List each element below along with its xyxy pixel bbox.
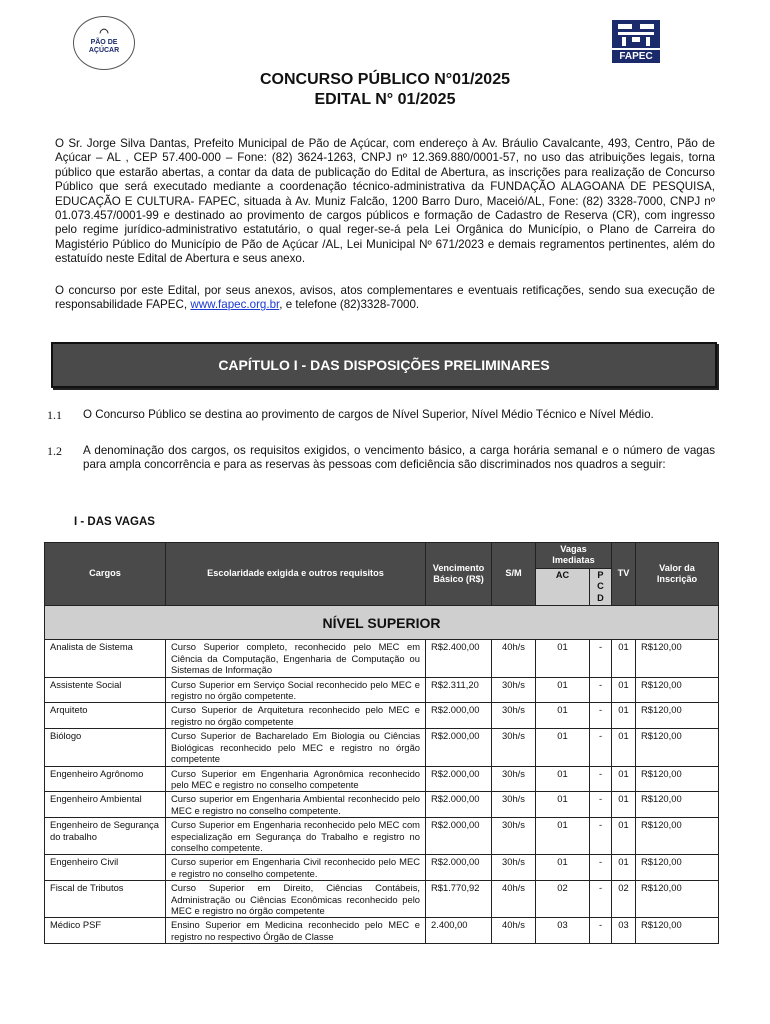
- salary-cell: R$2.000,00: [426, 855, 492, 881]
- requirements-cell: Curso Superior de Bacharelado Em Biologia ou Ciências Biológicas reconhecido pelo MEC e registro no órgão competente: [166, 729, 426, 766]
- pcd-cell: -: [590, 640, 612, 677]
- header-sm: S/M: [492, 543, 536, 606]
- requirements-cell: Ensino Superior em Medicina reconhecido pelo MEC e registro no respectivo Órgão de Classe: [166, 918, 426, 944]
- header-vencimento: Vencimento Básico (R$): [426, 543, 492, 606]
- chapter-heading: CAPÍTULO I - DAS DISPOSIÇÕES PRELIMINARES: [51, 342, 717, 388]
- intro-paragraph: O Sr. Jorge Silva Dantas, Prefeito Municipal de Pão de Açúcar, com endereço à Av. Bráulio Cavalcante, 493, Centro, Pão de Açúcar – AL , CEP 57.400-000 – Fone: (82) 3624-1263, CNPJ nº 12.369.880/0001-57, no uso das atribuições legais, torna público que estarão abertas, a contar da data de publicação do Edital de Abertura, as inscrições para realização de Concurso Público que será executado mediante a coordenação técnico-administrativa da FUNDAÇÃO ALAGOANA DE PESQUISA, EDUCAÇÃO E CULTURA- FAPEC, situada à Av. Muniz Falcão, 1200 Barro Duro, Maceió/AL, Fone: (82) 3328-7000, CNPJ nº 01.073.457/0001-99 e destinado ao provimento de cargos públicos e formação de Cadastro de Reserva (CR), com ingresso pelo regime jurídico-administrativo estatutário, o qual reger-se-á pela Lei Orgânica do Município, o Plano de Carreira do Magistério Público do Município de Pão de Açúcar /AL, Lei Municipal Nº 671/2023 e demais regramentos pertinentes, além do estatuído neste Edital de Abertura e seus anexo.: [55, 137, 715, 266]
- header-valor: Valor da Inscrição: [636, 543, 719, 606]
- salary-cell: R$2.000,00: [426, 818, 492, 855]
- clause-item: [47, 444, 715, 472]
- table-row: [45, 918, 719, 944]
- tv-cell: 01: [612, 640, 636, 677]
- hours-cell: 30h/s: [492, 855, 536, 881]
- header-vagas: Vagas Imediatas: [536, 543, 612, 569]
- salary-cell: 2.400,00: [426, 918, 492, 944]
- cargo-cell: Engenheiro de Segurança do trabalho: [45, 818, 166, 855]
- salary-cell: R$2.311,20: [426, 677, 492, 703]
- fapec-logo: [612, 20, 660, 64]
- hours-cell: 30h/s: [492, 729, 536, 766]
- cargo-cell: Fiscal de Tributos: [45, 881, 166, 918]
- clause-number: 1.1: [47, 408, 62, 422]
- ac-cell: 01: [536, 792, 590, 818]
- requirements-cell: Curso Superior em Engenharia Agronômica reconhecido pelo MEC e registro no conselho competente: [166, 766, 426, 792]
- table-row: [45, 766, 719, 792]
- tv-cell: 01: [612, 818, 636, 855]
- requirements-cell: Curso Superior em Engenharia reconhecido pelo MEC com especialização em Segurança do Trabalho e registro no conselho competente.: [166, 818, 426, 855]
- responsibility-text: O concurso por este Edital, por seus anexos, avisos, atos complementares e eventuais retificações, sendo sua execução de responsabilidade FAPEC,: [55, 284, 715, 312]
- hours-cell: 30h/s: [492, 766, 536, 792]
- pcd-cell: -: [590, 729, 612, 766]
- document-subtitle: EDITAL N° 01/2025: [314, 91, 456, 108]
- hours-cell: 40h/s: [492, 918, 536, 944]
- pcd-cell: -: [590, 677, 612, 703]
- cargo-cell: Analista de Sistema: [45, 640, 166, 677]
- salary-cell: R$2.000,00: [426, 792, 492, 818]
- header-tv: TV: [612, 543, 636, 606]
- logo-emblem-icon: ◠: [99, 27, 109, 39]
- fee-cell: R$120,00: [636, 677, 719, 703]
- table-row: [45, 729, 719, 766]
- level-heading: NÍVEL SUPERIOR: [45, 606, 719, 640]
- document-title: CONCURSO PÚBLICO N°01/2025: [259, 71, 510, 88]
- requirements-cell: Curso superior em Engenharia Ambiental reconhecido pelo MEC e registro no conselho competente.: [166, 792, 426, 818]
- table-row: [45, 818, 719, 855]
- tv-cell: 01: [612, 855, 636, 881]
- pcd-cell: -: [590, 818, 612, 855]
- table-row: [45, 640, 719, 677]
- fee-cell: R$120,00: [636, 640, 719, 677]
- table-row: [45, 792, 719, 818]
- salary-cell: R$1.770,92: [426, 881, 492, 918]
- fee-cell: R$120,00: [636, 792, 719, 818]
- tv-cell: 01: [612, 677, 636, 703]
- tv-cell: 02: [612, 881, 636, 918]
- pcd-cell: -: [590, 855, 612, 881]
- clause-number: 1.2: [47, 444, 62, 458]
- cargo-cell: Engenheiro Agrônomo: [45, 766, 166, 792]
- cargo-cell: Assistente Social: [45, 677, 166, 703]
- tv-cell: 03: [612, 918, 636, 944]
- tv-cell: 01: [612, 703, 636, 729]
- fee-cell: R$120,00: [636, 881, 719, 918]
- ac-cell: 01: [536, 677, 590, 703]
- hours-cell: 30h/s: [492, 792, 536, 818]
- ac-cell: 01: [536, 640, 590, 677]
- header-pcd: P C D: [590, 568, 612, 605]
- vacancies-table: [44, 542, 719, 944]
- table-row: [45, 677, 719, 703]
- requirements-cell: Curso Superior de Arquitetura reconhecido pelo MEC e registro no órgão competente: [166, 703, 426, 729]
- clause-item: [47, 408, 715, 422]
- ac-cell: 01: [536, 855, 590, 881]
- clause-text: A denominação dos cargos, os requisitos exigidos, o vencimento básico, a carga horária semanal e o número de vagas para ampla concorrência e para as reservas às pessoas com deficiência são discriminados nos quadros a seguir:: [83, 444, 715, 472]
- table-row: [45, 881, 719, 918]
- requirements-cell: Curso superior em Engenharia Civil reconhecido pelo MEC e registro no conselho competente.: [166, 855, 426, 881]
- requirements-cell: Curso Superior completo, reconhecido pelo MEC em Ciência da Computação, Engenharia de Computação ou Sistemas de Informação: [166, 640, 426, 677]
- table-row: [45, 703, 719, 729]
- cargo-cell: Engenheiro Ambiental: [45, 792, 166, 818]
- pcd-cell: -: [590, 792, 612, 818]
- logo-text-line1: PÃO DE: [90, 39, 118, 46]
- responsibility-paragraph: [55, 284, 715, 313]
- cargo-cell: Arquiteto: [45, 703, 166, 729]
- salary-cell: R$2.000,00: [426, 766, 492, 792]
- fee-cell: R$120,00: [636, 729, 719, 766]
- ac-cell: 01: [536, 818, 590, 855]
- cargo-cell: Biólogo: [45, 729, 166, 766]
- requirements-cell: Curso Superior em Serviço Social reconhecido pelo MEC e registro no órgão competente.: [166, 677, 426, 703]
- ac-cell: 03: [536, 918, 590, 944]
- tv-cell: 01: [612, 766, 636, 792]
- header-escolaridade: Escolaridade exigida e outros requisitos: [166, 543, 426, 606]
- salary-cell: R$2.400,00: [426, 640, 492, 677]
- hours-cell: 40h/s: [492, 640, 536, 677]
- fapec-website-link[interactable]: www.fapec.org.br: [190, 298, 280, 312]
- pcd-cell: -: [590, 918, 612, 944]
- pcd-cell: -: [590, 881, 612, 918]
- fapec-emblem-icon: [612, 20, 660, 48]
- ac-cell: 02: [536, 881, 590, 918]
- hours-cell: 30h/s: [492, 703, 536, 729]
- tv-cell: 01: [612, 729, 636, 766]
- hours-cell: 40h/s: [492, 881, 536, 918]
- salary-cell: R$2.000,00: [426, 703, 492, 729]
- fapec-logo-label: FAPEC: [612, 50, 660, 63]
- cargo-cell: Engenheiro Civil: [45, 855, 166, 881]
- logo-text-line2: AÇÚCAR: [88, 47, 120, 54]
- clause-text: O Concurso Público se destina ao provimento de cargos de Nível Superior, Nível Médio Técnico e Nível Médio.: [83, 408, 654, 421]
- fee-cell: R$120,00: [636, 703, 719, 729]
- section-heading: I - DAS VAGAS: [74, 516, 155, 528]
- header-ac: AC: [536, 568, 590, 605]
- hours-cell: 30h/s: [492, 818, 536, 855]
- requirements-cell: Curso Superior em Direito, Ciências Contábeis, Administração ou Ciências Econômicas reconhecido pelo MEC e registro no órgão competente: [166, 881, 426, 918]
- fee-cell: R$120,00: [636, 855, 719, 881]
- table-row: [45, 855, 719, 881]
- salary-cell: R$2.000,00: [426, 729, 492, 766]
- tv-cell: 01: [612, 792, 636, 818]
- header-cargos: Cargos: [45, 543, 166, 606]
- municipality-logo: [73, 16, 135, 70]
- fee-cell: R$120,00: [636, 818, 719, 855]
- ac-cell: 01: [536, 766, 590, 792]
- cargo-cell: Médico PSF: [45, 918, 166, 944]
- fee-cell: R$120,00: [636, 918, 719, 944]
- hours-cell: 30h/s: [492, 677, 536, 703]
- pcd-cell: -: [590, 766, 612, 792]
- ac-cell: 01: [536, 703, 590, 729]
- pcd-cell: -: [590, 703, 612, 729]
- fee-cell: R$120,00: [636, 766, 719, 792]
- responsibility-text-end: , e telefone (82)3328-7000.: [279, 298, 420, 312]
- ac-cell: 01: [536, 729, 590, 766]
